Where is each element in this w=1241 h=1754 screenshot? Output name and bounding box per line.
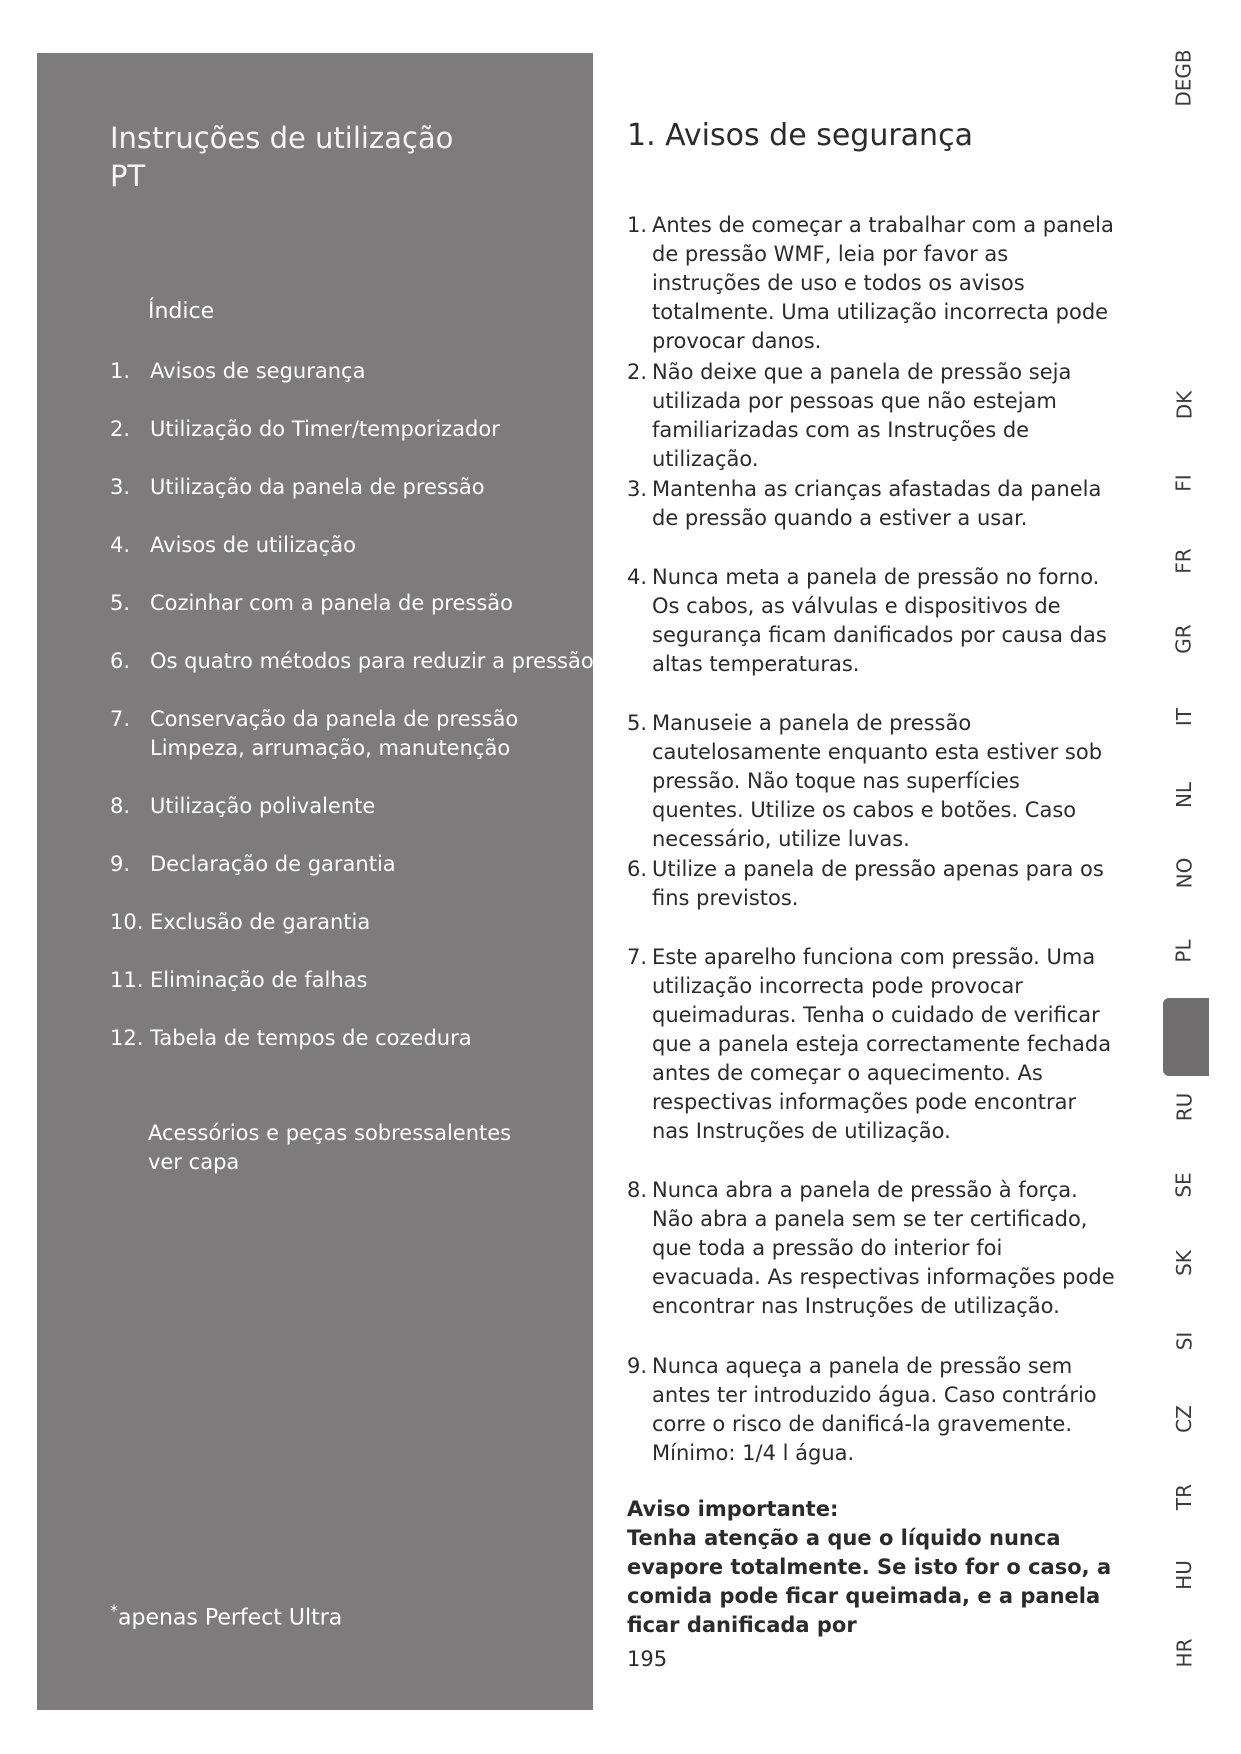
- toc-item-10[interactable]: 10. Exclusão de garantia: [110, 910, 371, 934]
- toc-item-7[interactable]: 7. Conservação da panela de pressão Limpeza, arrumação, manutenção: [110, 705, 518, 763]
- sidebar-panel: [37, 53, 593, 1710]
- lang-tab-pl[interactable]: PL: [1171, 939, 1196, 963]
- warning-item-1: 1. Antes de começar a trabalhar com a panela de pressão WMF, leia por favor as instruções de uso e todos os avisos totalmente. Uma utilização incorrecta pode provocar danos.: [627, 213, 1114, 353]
- accessories-link[interactable]: [148, 1119, 511, 1177]
- document-title: Instruções de utilização: [110, 121, 454, 155]
- lang-tab-dk[interactable]: DK: [1171, 390, 1196, 420]
- important-heading: Aviso importante:: [627, 1497, 839, 1521]
- lang-tab-degb[interactable]: DEGB: [1172, 49, 1197, 107]
- lang-tab-gr[interactable]: GR: [1172, 624, 1196, 654]
- lang-tab-nl[interactable]: NL: [1171, 781, 1196, 809]
- lang-tab-it[interactable]: IT: [1172, 707, 1196, 727]
- toc-item-12[interactable]: 12. Tabela de tempos de cozedura: [110, 1026, 472, 1050]
- lang-tab-si[interactable]: SI: [1172, 1331, 1196, 1351]
- footnote-mark: *: [110, 1601, 118, 1620]
- toc-item-4[interactable]: 4. Avisos de utilização: [110, 533, 356, 557]
- toc-item-2[interactable]: 2. Utilização do Timer/temporizador: [110, 417, 500, 441]
- warning-item-7: 7. Este aparelho funciona com pressão. Uma utilização incorrecta pode provocar queimaduras. Tenha o cuidado de verificar que a panela esteja correctamente fechada antes de começar o aquecimento. As respectivas informações pode encontrar nas Instruções de utilização.: [627, 945, 1112, 1143]
- toc-item-8[interactable]: 8. Utilização polivalente: [110, 794, 376, 818]
- lang-tab-fi[interactable]: FI: [1172, 474, 1196, 492]
- toc-item-5[interactable]: 5. Cozinhar com a panela de pressão: [110, 591, 513, 615]
- lang-tab-fr[interactable]: FR: [1172, 548, 1196, 574]
- toc-item-6[interactable]: 6. Os quatro métodos para reduzir a pressão: [110, 649, 594, 673]
- lang-tab-hr[interactable]: HR: [1172, 1638, 1196, 1668]
- warning-item-6: 6. Utilize a panela de pressão apenas para os fins previstos.: [627, 857, 1104, 910]
- toc-item-9[interactable]: 9. Declaração de garantia: [110, 852, 396, 876]
- lang-tab-no[interactable]: NO: [1171, 857, 1196, 889]
- warning-item-2: 2. Não deixe que a panela de pressão seja utilizada por pessoas que não estejam familiarizadas com as Instruções de utilização.: [627, 360, 1072, 471]
- toc-item-7-sub: Limpeza, arrumação, manutenção: [150, 736, 511, 760]
- important-notice: [627, 1495, 1127, 1640]
- lang-tab-tr[interactable]: TR: [1172, 1483, 1196, 1511]
- warning-item-3: 3. Mantenha as crianças afastadas da panela de pressão quando a estiver a usar.: [627, 477, 1102, 530]
- warning-item-9: 9. Nunca aqueça a panela de pressão sem antes ter introduzido água. Caso contrário corre o risco de danificá-la gravemente. Mínimo: 1/4 l água.: [627, 1354, 1097, 1465]
- lang-tab-se[interactable]: SE: [1172, 1172, 1196, 1198]
- lang-tab-cz[interactable]: CZ: [1171, 1405, 1196, 1433]
- toc-item-11[interactable]: 11. Eliminação de falhas: [110, 968, 368, 992]
- warning-item-4: 4. Nunca meta a panela de pressão no forno. Os cabos, as válvulas e dispositivos de segurança ficam danificados por causa das altas temperaturas.: [627, 565, 1107, 676]
- page-number: 195: [627, 1647, 668, 1671]
- toc-item-3[interactable]: 3. Utilização da panela de pressão: [110, 475, 485, 499]
- lang-tab-hu[interactable]: HU: [1172, 1560, 1196, 1590]
- document-language: PT: [110, 159, 146, 193]
- toc-item-1[interactable]: 1. Avisos de segurança: [110, 359, 366, 383]
- lang-tab-sk[interactable]: SK: [1172, 1250, 1196, 1276]
- warning-item-5: 5. Manuseie a panela de pressão cautelosamente enquanto esta estiver sob pressão. Não toque nas superfícies quentes. Utilize os cabos e botões. Caso necessário, utilize luvas.: [627, 711, 1103, 851]
- important-text: Tenha atenção a que o líquido nunca evapore totalmente. Se isto for o caso, a comida pode ficar queimada, e a panela ficar danificada por: [627, 1526, 1112, 1637]
- accessories-label: Acessórios e peças sobressalentes: [148, 1121, 512, 1145]
- section-title: 1. Avisos de segurança: [627, 118, 973, 153]
- index-heading: Índice: [148, 299, 215, 324]
- footnote: *apenas Perfect Ultra: [110, 1601, 343, 1631]
- accessories-sub: ver capa: [148, 1150, 240, 1174]
- warning-item-8: 8. Nunca abra a panela de pressão à força. Não abra a panela sem se ter certificado, que toda a pressão do interior foi evacuada. As respectivas informações pode encontrar nas Instruções de utilização.: [627, 1178, 1115, 1318]
- lang-tab-ru[interactable]: RU: [1171, 1092, 1196, 1122]
- language-nav: [1160, 0, 1208, 1754]
